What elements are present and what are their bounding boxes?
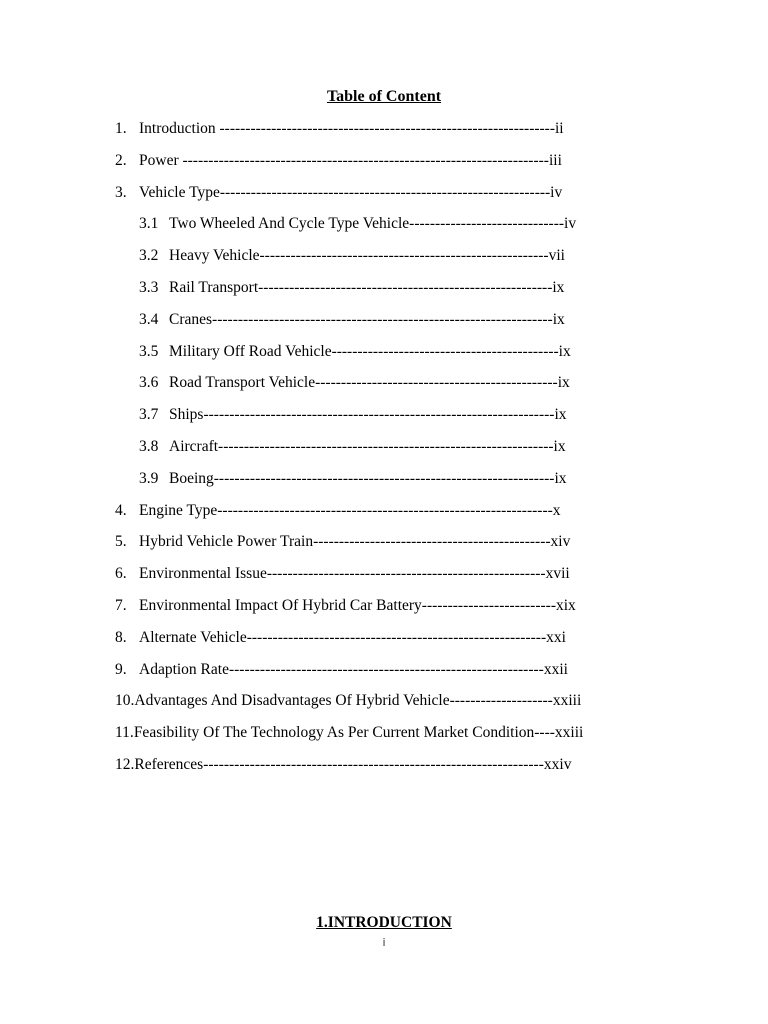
toc-entry-line <box>115 500 561 522</box>
toc-entry-line <box>139 213 576 235</box>
toc-entry-text: Cranes------------------------------------------------------------------ix <box>169 310 565 328</box>
toc-entry-text: Two Wheeled And Cycle Type Vehicle------------------------------iv <box>169 215 577 233</box>
toc-entry <box>0 150 768 182</box>
toc-entry-number: 2. <box>115 151 127 169</box>
toc-entry-text: Boeing------------------------------------------------------------------ix <box>169 469 567 487</box>
toc-entry-line <box>139 436 566 458</box>
toc-entry <box>0 563 768 595</box>
toc-entry-text: Power -----------------------------------------------------------------------iii <box>139 151 562 169</box>
toc-entry-number: 11. <box>115 724 134 742</box>
toc-entry-line <box>115 754 571 776</box>
toc-entry-line <box>115 595 576 617</box>
toc-entry-number: 3.3 <box>139 278 159 296</box>
toc-entry-line <box>115 182 562 204</box>
toc-entry-text: Alternate Vehicle----------------------------------------------------------xxi <box>139 628 566 646</box>
toc-entry-number: 6. <box>115 565 127 583</box>
toc-entry-line <box>115 627 566 649</box>
toc-entry <box>0 627 768 659</box>
section-heading: 1.INTRODUCTION <box>316 914 452 931</box>
toc-entry <box>0 754 768 786</box>
toc-entry <box>0 277 768 309</box>
toc-entry <box>0 595 768 627</box>
toc-entry-line <box>139 277 564 299</box>
toc-entry <box>0 309 768 341</box>
toc-entry-number: 3.8 <box>139 437 159 455</box>
toc-entry-line <box>139 468 567 490</box>
toc-entry-text: Adaption Rate-------------------------------------------------------------xxii <box>139 660 568 678</box>
toc-entry-number: 7. <box>115 596 127 614</box>
toc-entry-line <box>139 404 567 426</box>
toc-entry-number: 3.7 <box>139 406 159 424</box>
toc-entry-text: Aircraft-----------------------------------------------------------------ix <box>169 437 566 455</box>
toc-entry-line <box>139 341 571 363</box>
toc-entry-text: Heavy Vehicle--------------------------------------------------------vii <box>169 247 565 265</box>
toc-entry-line <box>115 722 583 744</box>
toc-entry-text: Environmental Impact Of Hybrid Car Battery--------------------------xix <box>139 596 576 614</box>
toc-entry <box>0 182 768 214</box>
toc-entry <box>0 659 768 691</box>
toc-list <box>0 118 768 786</box>
toc-entry-text: Vehicle Type----------------------------------------------------------------iv <box>139 183 563 201</box>
toc-entry <box>0 118 768 150</box>
toc-entry-number: 3.6 <box>139 374 159 392</box>
toc-entry <box>0 245 768 277</box>
toc-entry <box>0 468 768 500</box>
toc-entry <box>0 213 768 245</box>
toc-entry-number: 5. <box>115 533 127 551</box>
toc-entry-line <box>139 372 570 394</box>
toc-entry-number: 3.1 <box>139 215 159 233</box>
toc-entry-number: 12. <box>115 755 135 773</box>
toc-entry <box>0 531 768 563</box>
toc-entry-number: 10. <box>115 692 135 710</box>
toc-entry <box>0 722 768 754</box>
toc-entry-text: Feasibility Of The Technology As Per Current Market Condition----xxiii <box>133 724 584 742</box>
toc-entry-number: 3.2 <box>139 247 159 265</box>
toc-entry-number: 8. <box>115 628 127 646</box>
toc-entry-line <box>115 563 570 585</box>
toc-entry <box>0 341 768 373</box>
toc-entry-number: 9. <box>115 660 127 678</box>
toc-entry-text: Ships--------------------------------------------------------------------ix <box>169 406 567 424</box>
toc-entry-number: 3. <box>115 183 127 201</box>
toc-entry-text: Advantages And Disadvantages Of Hybrid Vehicle--------------------xxiii <box>134 692 582 710</box>
toc-entry-line <box>115 690 581 712</box>
toc-entry <box>0 404 768 436</box>
toc-entry-number: 4. <box>115 501 127 519</box>
toc-entry-number: 3.4 <box>139 310 159 328</box>
toc-entry-text: Military Off Road Vehicle--------------------------------------------ix <box>169 342 571 360</box>
toc-entry-text: Road Transport Vehicle-----------------------------------------------ix <box>169 374 570 392</box>
toc-entry <box>0 500 768 532</box>
toc-entry-line <box>139 245 565 267</box>
toc-entry-number: 3.9 <box>139 469 159 487</box>
toc-entry-number: 3.5 <box>139 342 159 360</box>
toc-entry-line <box>115 150 562 172</box>
toc-entry-number: 1. <box>115 120 127 137</box>
toc-entry-text: Environmental Issue------------------------------------------------------xvii <box>139 565 570 583</box>
toc-entry <box>0 372 768 404</box>
toc-entry-line <box>115 659 568 681</box>
toc-entry-line <box>139 309 565 331</box>
toc-entry-text: Introduction -----------------------------------------------------------------ii <box>139 120 564 137</box>
page-number: i <box>382 936 386 949</box>
toc-title: Table of Content <box>326 88 442 105</box>
toc-entry-text: Rail Transport---------------------------------------------------------ix <box>169 278 565 296</box>
toc-entry-line <box>115 118 564 140</box>
toc-entry-text: Hybrid Vehicle Power Train----------------------------------------------xiv <box>139 533 571 551</box>
toc-entry <box>0 690 768 722</box>
toc-entry <box>0 436 768 468</box>
toc-entry-text: Engine Type-----------------------------------------------------------------x <box>139 501 561 519</box>
toc-entry-line <box>115 531 570 553</box>
toc-entry-text: References------------------------------------------------------------------xxiv <box>134 755 572 773</box>
